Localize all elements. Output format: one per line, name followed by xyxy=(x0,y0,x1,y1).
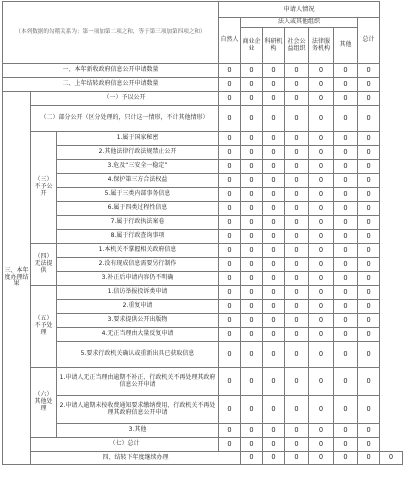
cell: 0 xyxy=(219,258,241,272)
cell: 0 xyxy=(219,216,241,230)
cell: 0 xyxy=(241,106,263,132)
cell: 0 xyxy=(263,92,285,106)
cell: 0 xyxy=(241,188,263,202)
cell: 0 xyxy=(358,300,380,314)
cell: 0 xyxy=(285,244,309,258)
cell: 0 xyxy=(241,160,263,174)
cell: 0 xyxy=(334,314,358,328)
cell: 0 xyxy=(309,174,334,188)
cell: 0 xyxy=(263,396,285,424)
cell: 0 xyxy=(285,286,309,300)
cell: 0 xyxy=(334,244,358,258)
cell: 0 xyxy=(263,286,285,300)
table-row xyxy=(3,202,403,216)
cell: 0 xyxy=(219,64,241,78)
row-label: 4.保护第三方合法权益 xyxy=(57,174,219,188)
row-label: 5.要求行政机关确认或重新出具已获取信息 xyxy=(57,342,219,368)
cell: 0 xyxy=(285,438,309,452)
row-label: 4.无正当理由大量反复申请 xyxy=(57,328,219,342)
cell: 0 xyxy=(358,132,380,146)
header-total: 总计 xyxy=(358,18,380,64)
cell: 0 xyxy=(219,106,241,132)
result-withheld: （三）不予公开 xyxy=(31,132,57,244)
cell: 0 xyxy=(241,216,263,230)
cell: 0 xyxy=(263,202,285,216)
cell: 0 xyxy=(263,424,285,438)
cell: 0 xyxy=(285,160,309,174)
cell: 0 xyxy=(263,106,285,132)
cell: 0 xyxy=(285,132,309,146)
cell: 0 xyxy=(334,342,358,368)
cell: 0 xyxy=(358,272,380,286)
cell: 0 xyxy=(263,64,285,78)
cell: 0 xyxy=(309,258,334,272)
cell: 0 xyxy=(309,244,334,258)
cell: 0 xyxy=(358,202,380,216)
cell: 0 xyxy=(358,328,380,342)
result-unavailable: （四）无法提供 xyxy=(31,244,57,286)
table-row xyxy=(3,188,403,202)
header-legal-person: 法人或其他组织 xyxy=(241,18,358,28)
cell: 0 xyxy=(241,272,263,286)
cell: 0 xyxy=(241,300,263,314)
cell: 0 xyxy=(358,230,380,244)
cell: 0 xyxy=(263,78,285,92)
section-results: 三、本年度办理结果 xyxy=(3,92,31,465)
cell: 0 xyxy=(219,286,241,300)
cell: 0 xyxy=(241,92,263,106)
cell: 0 xyxy=(263,258,285,272)
cell: 0 xyxy=(358,174,380,188)
cell: 0 xyxy=(334,328,358,342)
cell: 0 xyxy=(309,146,334,160)
cell: 0 xyxy=(358,188,380,202)
table-row xyxy=(3,132,403,146)
cell: 0 xyxy=(241,146,263,160)
cell: 0 xyxy=(285,328,309,342)
cell: 0 xyxy=(263,230,285,244)
cell: 0 xyxy=(219,132,241,146)
cell: 0 xyxy=(285,216,309,230)
cell: 0 xyxy=(241,452,263,465)
cell: 0 xyxy=(285,146,309,160)
cell: 0 xyxy=(285,300,309,314)
table-row xyxy=(3,78,403,92)
table-row xyxy=(3,342,403,368)
cell: 0 xyxy=(241,368,263,396)
cell: 0 xyxy=(241,258,263,272)
section-new-requests: 一、本年新收政府信息公开申请数量 xyxy=(3,64,219,78)
cell: 0 xyxy=(309,106,334,132)
cell: 0 xyxy=(334,258,358,272)
result-other: （六）其他处理 xyxy=(31,368,57,438)
header-legal-service: 法律服务机构 xyxy=(309,28,334,64)
table-row xyxy=(3,300,403,314)
cell: 0 xyxy=(285,452,309,465)
row-label: 7.属于行政执法案卷 xyxy=(57,216,219,230)
cell: 0 xyxy=(241,244,263,258)
section-carried-over: 二、上年结转政府信息公开申请数量 xyxy=(3,78,219,92)
cell: 0 xyxy=(358,286,380,300)
cell: 0 xyxy=(263,438,285,452)
section-carry-forward: 四、结转下年度继续办理 xyxy=(31,452,241,465)
cell: 0 xyxy=(334,272,358,286)
table-row xyxy=(3,216,403,230)
cell: 0 xyxy=(241,132,263,146)
cell: 0 xyxy=(309,300,334,314)
cell: 0 xyxy=(285,78,309,92)
cell: 0 xyxy=(263,160,285,174)
cell: 0 xyxy=(358,314,380,328)
cell: 0 xyxy=(241,78,263,92)
cell: 0 xyxy=(263,368,285,396)
cell: 0 xyxy=(334,132,358,146)
cell: 0 xyxy=(309,230,334,244)
row-label: 3.补正后申请内容仍不明确 xyxy=(57,272,219,286)
cell: 0 xyxy=(309,438,334,452)
table-row xyxy=(3,174,403,188)
disclosure-statistics-table xyxy=(2,1,403,465)
cell: 0 xyxy=(309,132,334,146)
cell: 0 xyxy=(263,314,285,328)
table-row xyxy=(3,146,403,160)
cell: 0 xyxy=(309,342,334,368)
result-partial: （二）部分公开（区分处理的，只计这一情形，不计其他情形） xyxy=(31,106,219,132)
header-note: （本列数据的勾稽关系为：第一项加第二项之和，等于第三项加第四项之和） xyxy=(3,2,219,64)
cell: 0 xyxy=(219,424,241,438)
row-label: 1.属于国家秘密 xyxy=(57,132,219,146)
cell: 0 xyxy=(309,188,334,202)
result-not-processed: （五）不予处理 xyxy=(31,286,57,368)
table-row xyxy=(3,244,403,258)
row-label: 1.信访举报投诉类申请 xyxy=(57,286,219,300)
cell: 0 xyxy=(334,216,358,230)
cell: 0 xyxy=(334,146,358,160)
cell: 0 xyxy=(309,396,334,424)
cell: 0 xyxy=(219,160,241,174)
table-row xyxy=(3,314,403,328)
table-row xyxy=(3,106,403,132)
cell: 0 xyxy=(285,230,309,244)
table-row xyxy=(3,396,403,424)
cell: 0 xyxy=(358,258,380,272)
header-social: 社会公益组织 xyxy=(285,28,309,64)
cell: 0 xyxy=(334,300,358,314)
cell: 0 xyxy=(358,244,380,258)
cell: 0 xyxy=(219,230,241,244)
cell: 0 xyxy=(219,300,241,314)
cell: 0 xyxy=(309,216,334,230)
cell: 0 xyxy=(263,300,285,314)
header-research: 科研机构 xyxy=(263,28,285,64)
cell: 0 xyxy=(334,106,358,132)
cell: 0 xyxy=(219,396,241,424)
cell: 0 xyxy=(358,424,380,438)
row-label: 3.要求提供公开出版物 xyxy=(57,314,219,328)
cell: 0 xyxy=(309,314,334,328)
cell: 0 xyxy=(358,64,380,78)
cell: 0 xyxy=(309,64,334,78)
cell: 0 xyxy=(334,188,358,202)
cell: 0 xyxy=(358,396,380,424)
table-row xyxy=(3,92,403,106)
cell: 0 xyxy=(285,64,309,78)
cell: 0 xyxy=(358,438,380,452)
table-row xyxy=(3,258,403,272)
table-row xyxy=(3,160,403,174)
cell: 0 xyxy=(358,146,380,160)
row-label: 1.申请人无正当理由逾期不补正、行政机关不再处理其政府信息公开申请 xyxy=(57,368,219,396)
header-applicant: 申请人情况 xyxy=(219,2,380,18)
cell: 0 xyxy=(358,452,380,465)
cell: 0 xyxy=(285,106,309,132)
row-label: 3.危及“三安全一稳定” xyxy=(57,160,219,174)
table-row xyxy=(3,328,403,342)
cell: 0 xyxy=(219,244,241,258)
row-label: 2.重复申请 xyxy=(57,300,219,314)
cell: 0 xyxy=(241,328,263,342)
table-row xyxy=(3,424,403,438)
cell: 0 xyxy=(309,160,334,174)
cell: 0 xyxy=(285,314,309,328)
cell: 0 xyxy=(358,216,380,230)
cell: 0 xyxy=(334,64,358,78)
cell: 0 xyxy=(219,78,241,92)
result-public: （一）予以公开 xyxy=(31,92,219,106)
cell: 0 xyxy=(241,424,263,438)
cell: 0 xyxy=(380,452,403,465)
row-label: 1.本机关不掌握相关政府信息 xyxy=(57,244,219,258)
cell: 0 xyxy=(358,92,380,106)
cell: 0 xyxy=(334,452,358,465)
cell: 0 xyxy=(285,92,309,106)
cell: 0 xyxy=(358,342,380,368)
header-row-applicant xyxy=(3,2,403,18)
cell: 0 xyxy=(263,188,285,202)
cell: 0 xyxy=(285,188,309,202)
cell: 0 xyxy=(285,396,309,424)
cell: 0 xyxy=(219,368,241,396)
cell: 0 xyxy=(241,202,263,216)
cell: 0 xyxy=(358,160,380,174)
cell: 0 xyxy=(309,92,334,106)
cell: 0 xyxy=(241,230,263,244)
cell: 0 xyxy=(334,368,358,396)
table-row xyxy=(3,64,403,78)
cell: 0 xyxy=(219,188,241,202)
cell: 0 xyxy=(241,64,263,78)
cell: 0 xyxy=(263,146,285,160)
table-row xyxy=(3,438,403,452)
cell: 0 xyxy=(285,342,309,368)
cell: 0 xyxy=(263,174,285,188)
row-label: 5.属于三类内部事务信息 xyxy=(57,188,219,202)
cell: 0 xyxy=(219,314,241,328)
cell: 0 xyxy=(309,328,334,342)
cell: 0 xyxy=(263,132,285,146)
cell: 0 xyxy=(263,244,285,258)
cell: 0 xyxy=(309,452,334,465)
cell: 0 xyxy=(219,328,241,342)
table-row xyxy=(3,230,403,244)
cell: 0 xyxy=(334,230,358,244)
cell: 0 xyxy=(263,328,285,342)
row-label: 2.其他法律行政法规禁止公开 xyxy=(57,146,219,160)
cell: 0 xyxy=(241,342,263,368)
cell: 0 xyxy=(334,438,358,452)
cell: 0 xyxy=(309,272,334,286)
header-natural-person: 自然人 xyxy=(219,18,241,64)
cell: 0 xyxy=(241,314,263,328)
cell: 0 xyxy=(285,368,309,396)
cell: 0 xyxy=(241,396,263,424)
row-label: 8.属于行政查询事项 xyxy=(57,230,219,244)
cell: 0 xyxy=(241,286,263,300)
cell: 0 xyxy=(285,258,309,272)
table-row xyxy=(3,286,403,300)
cell: 0 xyxy=(334,78,358,92)
cell: 0 xyxy=(358,368,380,396)
cell: 0 xyxy=(263,342,285,368)
row-label: 2.没有现成信息需要另行制作 xyxy=(57,258,219,272)
cell: 0 xyxy=(334,396,358,424)
header-business: 商业企业 xyxy=(241,28,263,64)
cell: 0 xyxy=(285,424,309,438)
cell: 0 xyxy=(219,146,241,160)
table-row xyxy=(3,272,403,286)
cell: 0 xyxy=(219,92,241,106)
cell: 0 xyxy=(334,160,358,174)
cell: 0 xyxy=(219,202,241,216)
cell: 0 xyxy=(358,106,380,132)
cell: 0 xyxy=(309,78,334,92)
cell: 0 xyxy=(309,424,334,438)
cell: 0 xyxy=(309,286,334,300)
row-label: 2.申请人逾期未按收费通知要求缴纳费用、行政机关不再处理其政府信息公开申请 xyxy=(57,396,219,424)
cell: 0 xyxy=(241,438,263,452)
cell: 0 xyxy=(263,216,285,230)
cell: 0 xyxy=(334,424,358,438)
cell: 0 xyxy=(241,174,263,188)
row-label: 3.其他 xyxy=(57,424,219,438)
cell: 0 xyxy=(263,272,285,286)
cell: 0 xyxy=(285,202,309,216)
cell: 0 xyxy=(285,174,309,188)
cell: 0 xyxy=(334,286,358,300)
cell: 0 xyxy=(219,174,241,188)
row-label: 6.属于四类过程性信息 xyxy=(57,202,219,216)
cell: 0 xyxy=(219,342,241,368)
cell: 0 xyxy=(334,174,358,188)
cell: 0 xyxy=(219,272,241,286)
cell: 0 xyxy=(334,202,358,216)
cell: 0 xyxy=(263,452,285,465)
result-total: （七）总计 xyxy=(31,438,219,452)
header-other: 其他 xyxy=(334,28,358,64)
cell: 0 xyxy=(334,92,358,106)
cell: 0 xyxy=(358,78,380,92)
cell: 0 xyxy=(309,202,334,216)
cell: 0 xyxy=(309,368,334,396)
cell: 0 xyxy=(219,438,241,452)
cell: 0 xyxy=(285,272,309,286)
table-row xyxy=(3,368,403,396)
table-row xyxy=(3,452,403,465)
